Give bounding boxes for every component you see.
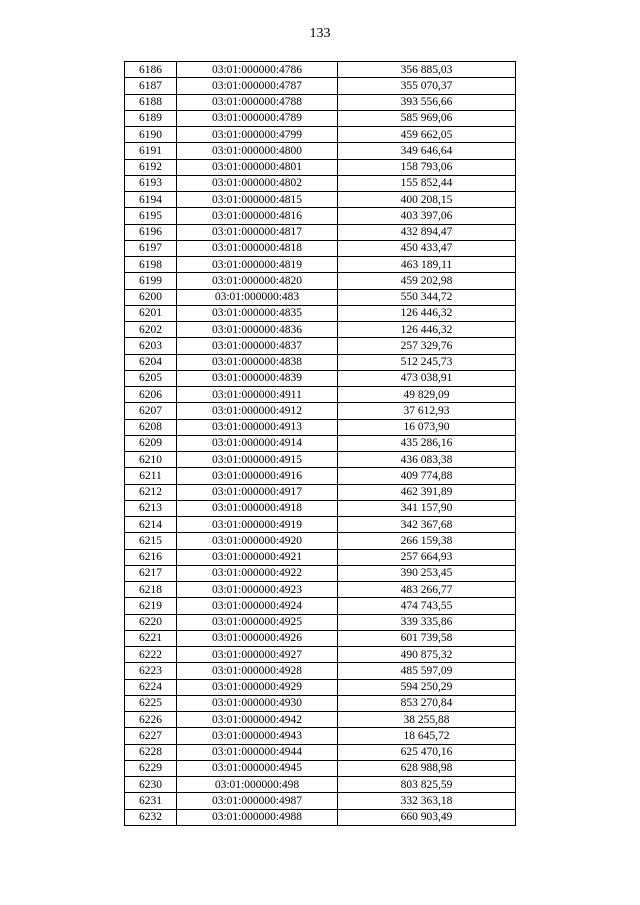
cadastral-value-cell: 432 894,47 [338,224,516,240]
table-row [125,468,516,484]
page-number: 133 [309,26,331,41]
cadastral-number-cell: 03:01:000000:4925 [177,614,338,630]
row-number-cell: 6214 [125,517,177,533]
cadastral-value-cell: 16 073,90 [338,419,516,435]
cadastral-value-cell: 356 885,03 [338,62,516,78]
table-row [125,549,516,565]
cadastral-number-cell: 03:01:000000:4912 [177,403,338,419]
cadastral-value-cell: 474 743,55 [338,598,516,614]
cadastral-number-cell: 03:01:000000:4835 [177,305,338,321]
cadastral-number-cell: 03:01:000000:4916 [177,468,338,484]
row-number-cell: 6213 [125,500,177,516]
cadastral-number-cell: 03:01:000000:4924 [177,598,338,614]
cadastral-value-cell: 355 070,37 [338,78,516,94]
cadastral-number-cell: 03:01:000000:4921 [177,549,338,565]
cadastral-value-cell: 257 664,93 [338,549,516,565]
row-number-cell: 6218 [125,582,177,598]
row-number-cell: 6226 [125,712,177,728]
cadastral-number-cell: 03:01:000000:4914 [177,435,338,451]
cadastral-value-cell: 332 363,18 [338,793,516,809]
cadastral-number-cell: 03:01:000000:4788 [177,94,338,110]
table-row [125,777,516,793]
cadastral-number-cell: 03:01:000000:4928 [177,663,338,679]
row-number-cell: 6231 [125,793,177,809]
table-row [125,94,516,110]
cadastral-value-cell: 585 969,06 [338,110,516,126]
table-row [125,760,516,776]
row-number-cell: 6227 [125,728,177,744]
cadastral-number-cell: 03:01:000000:4801 [177,159,338,175]
row-number-cell: 6207 [125,403,177,419]
cadastral-value-cell: 853 270,84 [338,695,516,711]
cadastral-value-cell: 660 903,49 [338,809,516,825]
table-row [125,208,516,224]
table-row [125,582,516,598]
cadastral-value-cell: 266 159,38 [338,533,516,549]
table-row [125,533,516,549]
table-row [125,143,516,159]
row-number-cell: 6220 [125,614,177,630]
row-number-cell: 6193 [125,175,177,191]
cadastral-value-cell: 393 556,66 [338,94,516,110]
cadastral-value-cell: 803 825,59 [338,777,516,793]
row-number-cell: 6210 [125,452,177,468]
table-row [125,679,516,695]
table-row [125,744,516,760]
cadastral-number-cell: 03:01:000000:4820 [177,273,338,289]
row-number-cell: 6225 [125,695,177,711]
cadastral-number-cell: 03:01:000000:498 [177,777,338,793]
cadastral-number-cell: 03:01:000000:4787 [177,78,338,94]
row-number-cell: 6217 [125,565,177,581]
table-row [125,159,516,175]
table-row [125,500,516,516]
row-number-cell: 6191 [125,143,177,159]
row-number-cell: 6209 [125,435,177,451]
cadastral-number-cell: 03:01:000000:4786 [177,62,338,78]
cadastral-value-cell: 49 829,09 [338,387,516,403]
cadastral-value-cell: 18 645,72 [338,728,516,744]
row-number-cell: 6212 [125,484,177,500]
table-row [125,354,516,370]
row-number-cell: 6199 [125,273,177,289]
table-row [125,484,516,500]
cadastral-number-cell: 03:01:000000:4926 [177,630,338,646]
row-number-cell: 6202 [125,322,177,338]
table-row [125,809,516,825]
cadastral-number-cell: 03:01:000000:4816 [177,208,338,224]
cadastral-value-cell: 126 446,32 [338,322,516,338]
cadastral-number-cell: 03:01:000000:4942 [177,712,338,728]
table-row [125,695,516,711]
cadastral-value-cell: 341 157,90 [338,500,516,516]
cadastral-number-cell: 03:01:000000:4930 [177,695,338,711]
cadastral-number-cell: 03:01:000000:4839 [177,370,338,386]
cadastral-number-cell: 03:01:000000:4836 [177,322,338,338]
cadastral-value-cell: 459 662,05 [338,127,516,143]
table-row [125,517,516,533]
cadastral-value-cell: 473 038,91 [338,370,516,386]
table-row [125,240,516,256]
table-row [125,793,516,809]
table-row [125,62,516,78]
table-row [125,224,516,240]
cadastral-value-cell: 349 646,64 [338,143,516,159]
cadastral-number-cell: 03:01:000000:4943 [177,728,338,744]
cadastral-number-cell: 03:01:000000:4815 [177,192,338,208]
cadastral-value-cell: 400 208,15 [338,192,516,208]
table-row [125,663,516,679]
table-row [125,712,516,728]
cadastral-number-cell: 03:01:000000:4818 [177,240,338,256]
table-row [125,273,516,289]
row-number-cell: 6195 [125,208,177,224]
cadastral-number-cell: 03:01:000000:4945 [177,760,338,776]
row-number-cell: 6206 [125,387,177,403]
cadastral-value-cell: 601 739,58 [338,630,516,646]
row-number-cell: 6230 [125,777,177,793]
row-number-cell: 6224 [125,679,177,695]
row-number-cell: 6232 [125,809,177,825]
row-number-cell: 6203 [125,338,177,354]
cadastral-number-cell: 03:01:000000:4987 [177,793,338,809]
cadastral-number-cell: 03:01:000000:4922 [177,565,338,581]
row-number-cell: 6190 [125,127,177,143]
row-number-cell: 6192 [125,159,177,175]
cadastral-value-cell: 158 793,06 [338,159,516,175]
cadastral-number-cell: 03:01:000000:4915 [177,452,338,468]
cadastral-number-cell: 03:01:000000:4911 [177,387,338,403]
row-number-cell: 6196 [125,224,177,240]
cadastral-value-cell: 435 286,16 [338,435,516,451]
row-number-cell: 6221 [125,630,177,646]
row-number-cell: 6222 [125,647,177,663]
cadastral-value-cell: 342 367,68 [338,517,516,533]
cadastral-value-cell: 390 253,45 [338,565,516,581]
row-number-cell: 6208 [125,419,177,435]
table-row [125,257,516,273]
row-number-cell: 6205 [125,370,177,386]
row-number-cell: 6211 [125,468,177,484]
table-row [125,565,516,581]
table-body [125,62,516,826]
row-number-cell: 6219 [125,598,177,614]
table-row [125,387,516,403]
cadastral-number-cell: 03:01:000000:4988 [177,809,338,825]
cadastral-value-table [124,61,516,826]
row-number-cell: 6186 [125,62,177,78]
cadastral-value-cell: 126 446,32 [338,305,516,321]
table-row [125,598,516,614]
table-row [125,127,516,143]
cadastral-number-cell: 03:01:000000:4923 [177,582,338,598]
cadastral-number-cell: 03:01:000000:483 [177,289,338,305]
table-row [125,110,516,126]
table-row [125,630,516,646]
table-row [125,370,516,386]
table-row [125,305,516,321]
table-row [125,419,516,435]
row-number-cell: 6229 [125,760,177,776]
cadastral-value-cell: 463 189,11 [338,257,516,273]
row-number-cell: 6228 [125,744,177,760]
cadastral-value-cell: 490 875,32 [338,647,516,663]
row-number-cell: 6201 [125,305,177,321]
cadastral-number-cell: 03:01:000000:4944 [177,744,338,760]
cadastral-value-cell: 409 774,88 [338,468,516,484]
row-number-cell: 6204 [125,354,177,370]
cadastral-value-cell: 155 852,44 [338,175,516,191]
cadastral-value-cell: 339 335,86 [338,614,516,630]
table-row [125,614,516,630]
table-row [125,728,516,744]
row-number-cell: 6197 [125,240,177,256]
cadastral-value-cell: 38 255,88 [338,712,516,728]
cadastral-number-cell: 03:01:000000:4800 [177,143,338,159]
row-number-cell: 6215 [125,533,177,549]
cadastral-value-cell: 436 083,38 [338,452,516,468]
row-number-cell: 6194 [125,192,177,208]
cadastral-number-cell: 03:01:000000:4819 [177,257,338,273]
cadastral-value-cell: 37 612,93 [338,403,516,419]
table-row [125,78,516,94]
row-number-cell: 6200 [125,289,177,305]
table-row [125,452,516,468]
cadastral-number-cell: 03:01:000000:4837 [177,338,338,354]
cadastral-number-cell: 03:01:000000:4920 [177,533,338,549]
row-number-cell: 6223 [125,663,177,679]
cadastral-number-cell: 03:01:000000:4799 [177,127,338,143]
cadastral-number-cell: 03:01:000000:4929 [177,679,338,695]
cadastral-number-cell: 03:01:000000:4918 [177,500,338,516]
row-number-cell: 6198 [125,257,177,273]
cadastral-number-cell: 03:01:000000:4919 [177,517,338,533]
cadastral-number-cell: 03:01:000000:4838 [177,354,338,370]
table-row [125,403,516,419]
cadastral-value-cell: 450 433,47 [338,240,516,256]
cadastral-value-cell: 594 250,29 [338,679,516,695]
cadastral-value-cell: 462 391,89 [338,484,516,500]
row-number-cell: 6189 [125,110,177,126]
cadastral-number-cell: 03:01:000000:4917 [177,484,338,500]
row-number-cell: 6188 [125,94,177,110]
table-row [125,175,516,191]
table-row [125,192,516,208]
cadastral-number-cell: 03:01:000000:4802 [177,175,338,191]
row-number-cell: 6216 [125,549,177,565]
table-row [125,322,516,338]
table-row [125,435,516,451]
table-row [125,289,516,305]
cadastral-number-cell: 03:01:000000:4817 [177,224,338,240]
cadastral-number-cell: 03:01:000000:4927 [177,647,338,663]
cadastral-value-cell: 512 245,73 [338,354,516,370]
cadastral-number-cell: 03:01:000000:4789 [177,110,338,126]
cadastral-number-cell: 03:01:000000:4913 [177,419,338,435]
cadastral-value-cell: 550 344,72 [338,289,516,305]
cadastral-value-cell: 403 397,06 [338,208,516,224]
table-row [125,647,516,663]
cadastral-value-cell: 625 470,16 [338,744,516,760]
cadastral-value-cell: 257 329,76 [338,338,516,354]
cadastral-value-cell: 459 202,98 [338,273,516,289]
cadastral-value-cell: 628 988,98 [338,760,516,776]
cadastral-value-cell: 485 597,09 [338,663,516,679]
table-row [125,338,516,354]
cadastral-value-cell: 483 266,77 [338,582,516,598]
row-number-cell: 6187 [125,78,177,94]
